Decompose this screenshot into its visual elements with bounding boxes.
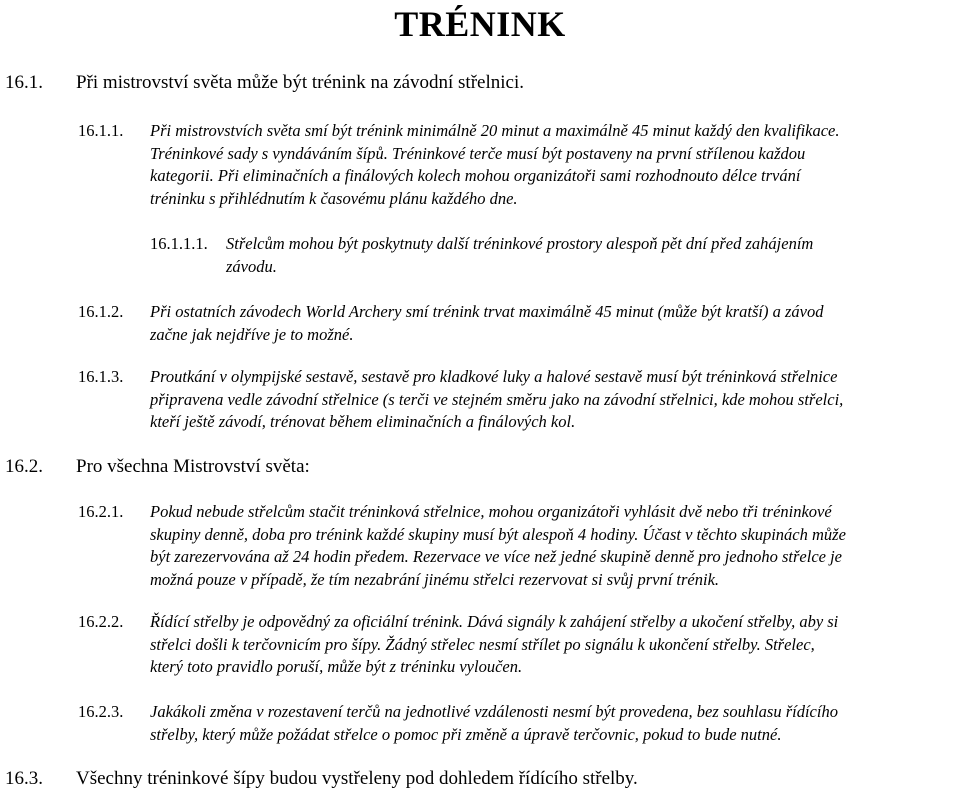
- paragraph-line: Jakákoli změna v rozestavení terčů na jednotlivé vzdálenosti nesmí být provedena, bez souhlasu řídícího: [150, 702, 838, 721]
- section-16-1: [5, 72, 945, 96]
- section-number: 16.3.: [5, 768, 43, 789]
- paragraph-body: [150, 366, 843, 434]
- paragraph-16-1-3: [78, 366, 953, 434]
- paragraph-body: [150, 701, 838, 746]
- paragraph-number: 16.2.2.: [78, 612, 124, 631]
- paragraph-16-1-1: [78, 120, 948, 210]
- paragraph-line: být zarezervována až 24 hodin předem. Rezervace ve více než jedné skupině denně pro jednoho střelce je: [150, 547, 843, 566]
- section-heading: Všechny tréninkové šípy budou vystřeleny pod dohledem řídícího střelby.: [76, 768, 638, 789]
- section-heading: Pro všechna Mistrovství světa:: [76, 456, 310, 477]
- paragraph-line: kategorii. Při eliminačních a finálových kolech mohou organizátoři sami rozhodnouto délce trvání: [150, 166, 801, 185]
- paragraph-16-1-1-1: [150, 233, 950, 279]
- paragraph-line: skupiny denně, doba pro trénink každé skupiny musí být alespoň 4 hodiny. Účast v těchto skupinách může: [150, 524, 846, 544]
- paragraph-body: [150, 301, 824, 346]
- paragraph-line: Při mistrovstvích světa smí být trénink minimálně 20 minut a maximálně 45 minut každý den kvalifikace.: [150, 121, 840, 140]
- page-title: TRÉNINK: [394, 4, 566, 44]
- section-heading: Při mistrovství světa může být trénink na závodní střelnici.: [76, 72, 524, 93]
- section-16-3: [5, 768, 945, 792]
- paragraph-number: 16.2.1.: [78, 502, 124, 521]
- section-16-2: [5, 456, 945, 480]
- paragraph-16-2-3: [78, 701, 953, 747]
- paragraph-line: závodu.: [226, 256, 277, 276]
- paragraph-body: [150, 501, 846, 591]
- paragraph-line: připravena vedle závodní střelnice (s terči ve stejném směru jako na závodní střelnici, kde mohou střelci,: [150, 389, 844, 409]
- paragraph-number: 16.1.1.1.: [150, 234, 208, 253]
- paragraph-number: 16.1.1.: [78, 121, 124, 140]
- paragraph-line: možná pouze v případě, že tím nezabrání jinému střelci rezervovat si svůj první trénik.: [150, 569, 720, 589]
- paragraph-16-2-1: [78, 501, 953, 591]
- paragraph-16-1-2: [78, 301, 948, 347]
- paragraph-line: kteří ještě závodí, trénovat během eliminačních a finálových kol.: [150, 412, 576, 431]
- paragraph-number: 16.1.3.: [78, 367, 124, 386]
- paragraph-line: tréninku s přihlédnutím k časovému plánu každého dne.: [150, 188, 518, 208]
- paragraph-line: střelci došli k terčovnicím pro šípy. Žádný střelec nesmí střílet po signálu k ukončení střelby. Střelec,: [150, 634, 815, 654]
- paragraph-line: Střelcům mohou být poskytnuty další tréninkové prostory alespoň pět dní před zahájením: [226, 234, 814, 253]
- paragraph-line: který toto pravidlo poruší, může být z tréninku vyloučen.: [150, 657, 523, 676]
- paragraph-line: Řídící střelby je odpovědný za oficiální trénink. Dává signály k zahájení střelby a ukočení střelby, aby si: [150, 612, 839, 631]
- paragraph-body: [226, 233, 813, 278]
- paragraph-line: Tréninkové sady s vyndáváním šípů. Tréninkové terče musí být postaveny na první střílenou každou: [150, 143, 806, 163]
- paragraph-line: Při ostatních závodech World Archery smí trénink trvat maximálně 45 minut (může být kratší) a závod: [150, 302, 824, 321]
- paragraph-number: 16.2.3.: [78, 702, 124, 721]
- paragraph-body: [150, 120, 840, 210]
- paragraph-16-2-2: [78, 611, 953, 679]
- paragraph-body: [150, 611, 838, 679]
- paragraph-line: Proutkání v olympijské sestavě, sestavě pro kladkové luky a halové sestavě musí být tréninková střelnice: [150, 367, 838, 386]
- paragraph-number: 16.1.2.: [78, 302, 124, 321]
- paragraph-line: Pokud nebude střelcům stačit tréninková střelnice, mohou organizátoři vyhlásit dvě nebo tři tréninkové: [150, 502, 832, 521]
- section-number: 16.2.: [5, 456, 43, 477]
- section-number: 16.1.: [5, 72, 43, 93]
- paragraph-line: střelby, který může požádat střelce o pomoc při změně a úpravě terčovnic, pokud to bude nutné.: [150, 724, 782, 744]
- paragraph-line: začne jak nejdříve je to možné.: [150, 324, 354, 344]
